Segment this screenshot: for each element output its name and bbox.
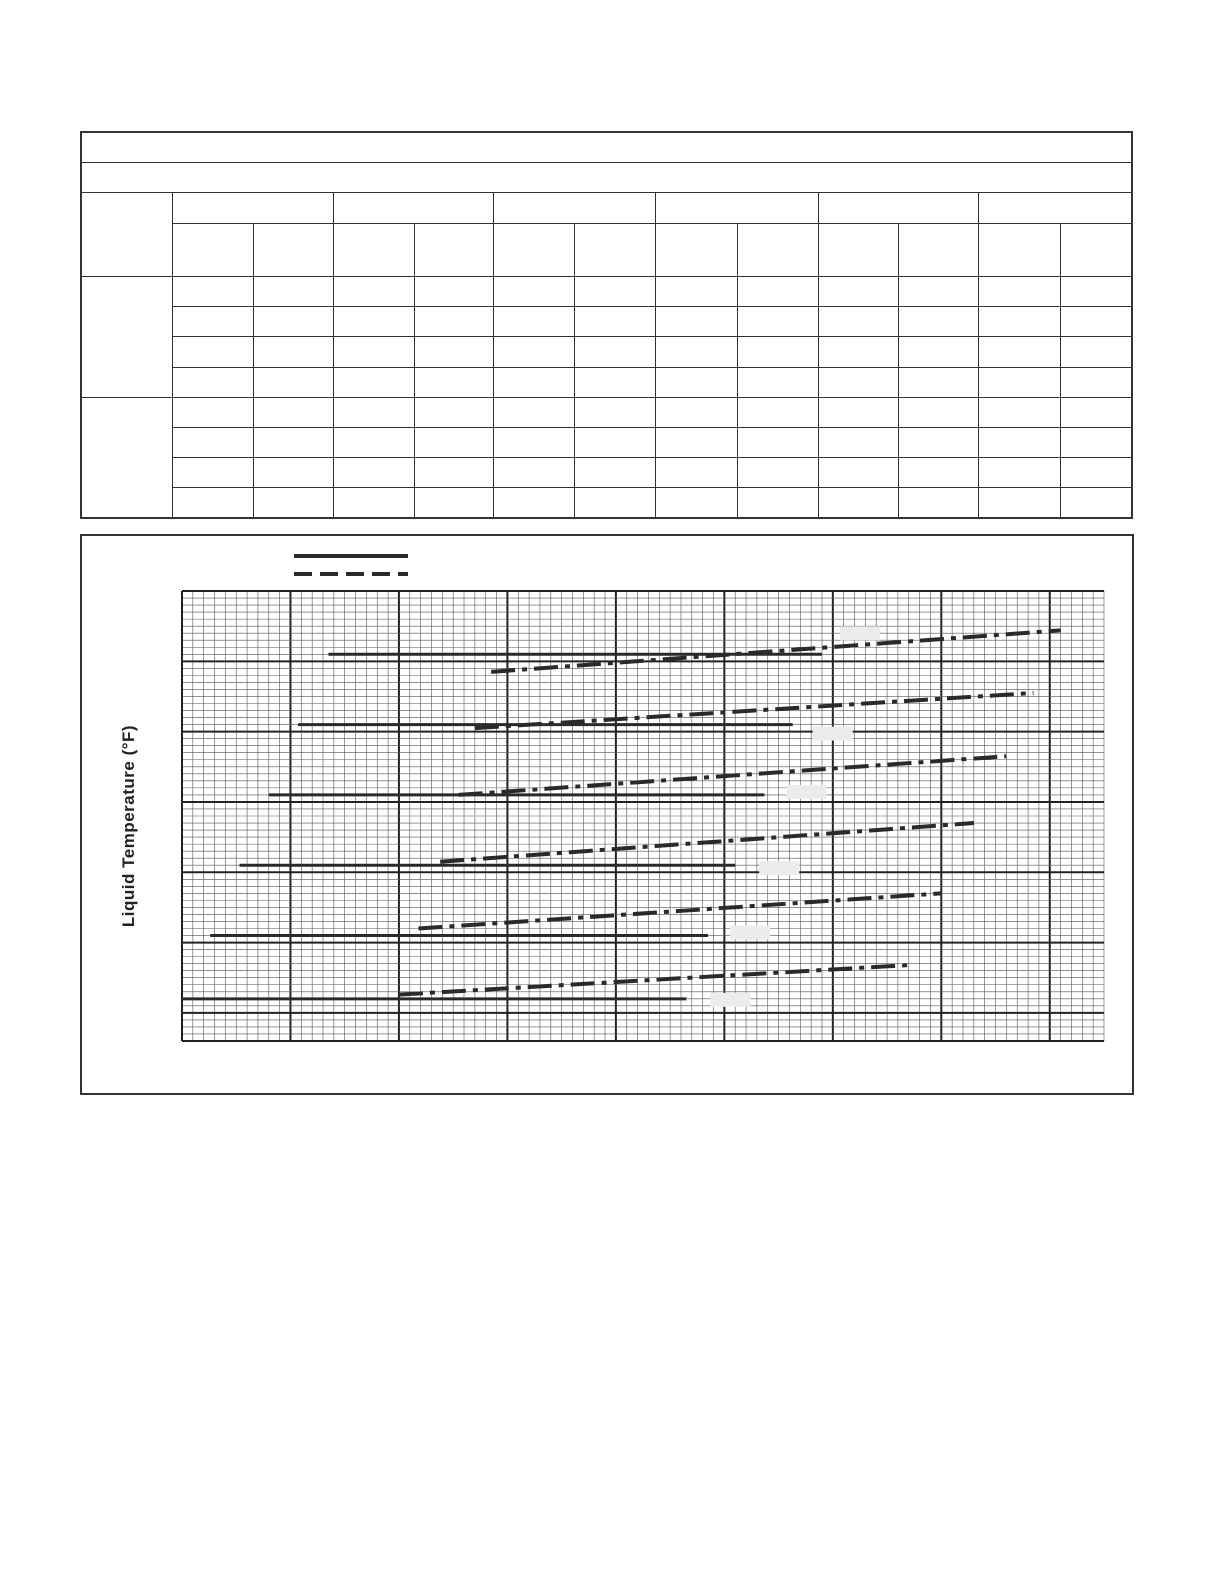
table-row — [81, 277, 1132, 307]
table-sub-header — [414, 224, 493, 277]
table-cell — [898, 367, 978, 397]
table-cell — [333, 427, 414, 457]
table-sub-header — [1060, 224, 1132, 277]
table-group-header-row — [81, 193, 1132, 224]
chart-grid — [182, 591, 1104, 1041]
table-cell — [574, 337, 655, 367]
table-row — [81, 427, 1132, 457]
table-cell — [898, 457, 978, 487]
table-cell — [253, 457, 333, 487]
table-cell — [333, 337, 414, 367]
table-cell — [818, 277, 898, 307]
table-cell — [493, 397, 574, 427]
table-cell — [978, 397, 1060, 427]
table-cell — [172, 457, 253, 487]
table-row — [81, 307, 1132, 337]
table-cell — [737, 307, 818, 337]
table-cell — [898, 277, 978, 307]
table-sub-header — [737, 224, 818, 277]
table-cell — [574, 427, 655, 457]
table-cell — [172, 427, 253, 457]
table-cell — [978, 427, 1060, 457]
table-cell — [737, 487, 818, 518]
table-cell — [978, 457, 1060, 487]
table-cell — [978, 337, 1060, 367]
table-cell — [655, 427, 737, 457]
table-cell — [655, 457, 737, 487]
table-cell — [898, 427, 978, 457]
series-line-dash-5 — [418, 893, 941, 928]
table-cell — [655, 307, 737, 337]
table-group-header — [818, 193, 978, 224]
table-cell — [574, 397, 655, 427]
table-cell — [1060, 397, 1132, 427]
table-sub-header — [818, 224, 898, 277]
series-line-dash-1 — [491, 630, 1060, 671]
table-cell — [253, 337, 333, 367]
table-subtitle — [81, 163, 1132, 193]
table-cell — [655, 487, 737, 518]
table-sub-header — [898, 224, 978, 277]
table-sub-header — [253, 224, 333, 277]
table-cell — [1060, 487, 1132, 518]
table-sub-header — [574, 224, 655, 277]
table-group-header — [172, 193, 333, 224]
table-cell — [493, 367, 574, 397]
table-cell — [333, 367, 414, 397]
table-group-header — [978, 193, 1132, 224]
series-label-patch — [759, 861, 799, 875]
table-cell — [333, 457, 414, 487]
table-cell — [737, 337, 818, 367]
table-cell — [574, 277, 655, 307]
table-cell — [253, 277, 333, 307]
table-cell — [414, 367, 493, 397]
table-cell — [172, 307, 253, 337]
table-cell — [655, 367, 737, 397]
table-cell — [253, 397, 333, 427]
table-cell — [172, 337, 253, 367]
series-label-patch — [786, 785, 826, 799]
y-axis-label: Liquid Temperature (°F) — [119, 724, 138, 928]
table-cell — [414, 337, 493, 367]
table-sub-header — [655, 224, 737, 277]
table-cell — [493, 337, 574, 367]
table-cell — [655, 397, 737, 427]
table-cell — [414, 487, 493, 518]
table-cell — [1060, 367, 1132, 397]
table-cell — [333, 487, 414, 518]
table-cell — [493, 457, 574, 487]
series-line-dash-4 — [440, 823, 974, 862]
table-cell — [493, 427, 574, 457]
chart-svg — [82, 536, 1132, 1093]
specification-table — [80, 131, 1133, 519]
table-cell — [172, 487, 253, 518]
table-cell — [1060, 337, 1132, 367]
table-cell — [493, 307, 574, 337]
table-cell — [574, 457, 655, 487]
table-sub-header-row — [81, 224, 1132, 277]
series-label-patch — [813, 727, 853, 741]
chart-panel — [80, 534, 1134, 1095]
table-sub-header — [978, 224, 1060, 277]
table-section-label — [81, 277, 172, 397]
table-corner-cell — [81, 193, 172, 277]
table-cell — [333, 277, 414, 307]
table-cell — [493, 487, 574, 518]
series-label-patch — [730, 926, 770, 940]
table-cell — [818, 307, 898, 337]
table-cell — [737, 427, 818, 457]
table-cell — [333, 307, 414, 337]
table-row — [81, 337, 1132, 367]
table-cell — [818, 397, 898, 427]
table-cell — [818, 427, 898, 457]
table-cell — [1060, 277, 1132, 307]
table-cell — [414, 427, 493, 457]
table-cell — [898, 307, 978, 337]
table-cell — [574, 367, 655, 397]
table-cell — [978, 307, 1060, 337]
table-cell — [818, 367, 898, 397]
table-cell — [253, 487, 333, 518]
table-cell — [898, 397, 978, 427]
table-group-header — [493, 193, 655, 224]
table-cell — [253, 307, 333, 337]
table-row — [81, 457, 1132, 487]
table-cell — [737, 457, 818, 487]
table-group-header — [333, 193, 493, 224]
series-label-patch — [840, 626, 880, 640]
table-cell — [655, 277, 737, 307]
table-cell — [898, 337, 978, 367]
table-cell — [737, 367, 818, 397]
table-title — [81, 132, 1132, 163]
table-row — [81, 487, 1132, 518]
table-cell — [333, 397, 414, 427]
table-cell — [414, 397, 493, 427]
table-cell — [172, 277, 253, 307]
table-cell — [414, 307, 493, 337]
table-cell — [818, 337, 898, 367]
series-label-patch — [710, 993, 750, 1007]
table-cell — [1060, 457, 1132, 487]
table-cell — [978, 487, 1060, 518]
table-sub-header — [172, 224, 253, 277]
table-title-row — [81, 132, 1132, 163]
table-cell — [737, 277, 818, 307]
table-cell — [574, 487, 655, 518]
table-cell — [172, 397, 253, 427]
table-group-header — [655, 193, 818, 224]
table-cell — [414, 277, 493, 307]
table-cell — [1060, 307, 1132, 337]
series-line-dash-3 — [459, 756, 1007, 795]
table-row — [81, 367, 1132, 397]
table-cell — [818, 487, 898, 518]
table-sub-header — [493, 224, 574, 277]
table-section-label — [81, 397, 172, 518]
table-sub-header — [333, 224, 414, 277]
table-cell — [493, 277, 574, 307]
table-cell — [737, 397, 818, 427]
table-cell — [818, 457, 898, 487]
table-cell — [898, 487, 978, 518]
table-subtitle-row — [81, 163, 1132, 193]
table-row — [81, 397, 1132, 427]
table-cell — [172, 367, 253, 397]
table-cell — [574, 307, 655, 337]
table-cell — [978, 367, 1060, 397]
table-cell — [978, 277, 1060, 307]
table-cell — [253, 427, 333, 457]
table-cell — [1060, 427, 1132, 457]
legend — [294, 556, 408, 574]
table-cell — [253, 367, 333, 397]
table-cell — [414, 457, 493, 487]
table-cell — [655, 337, 737, 367]
